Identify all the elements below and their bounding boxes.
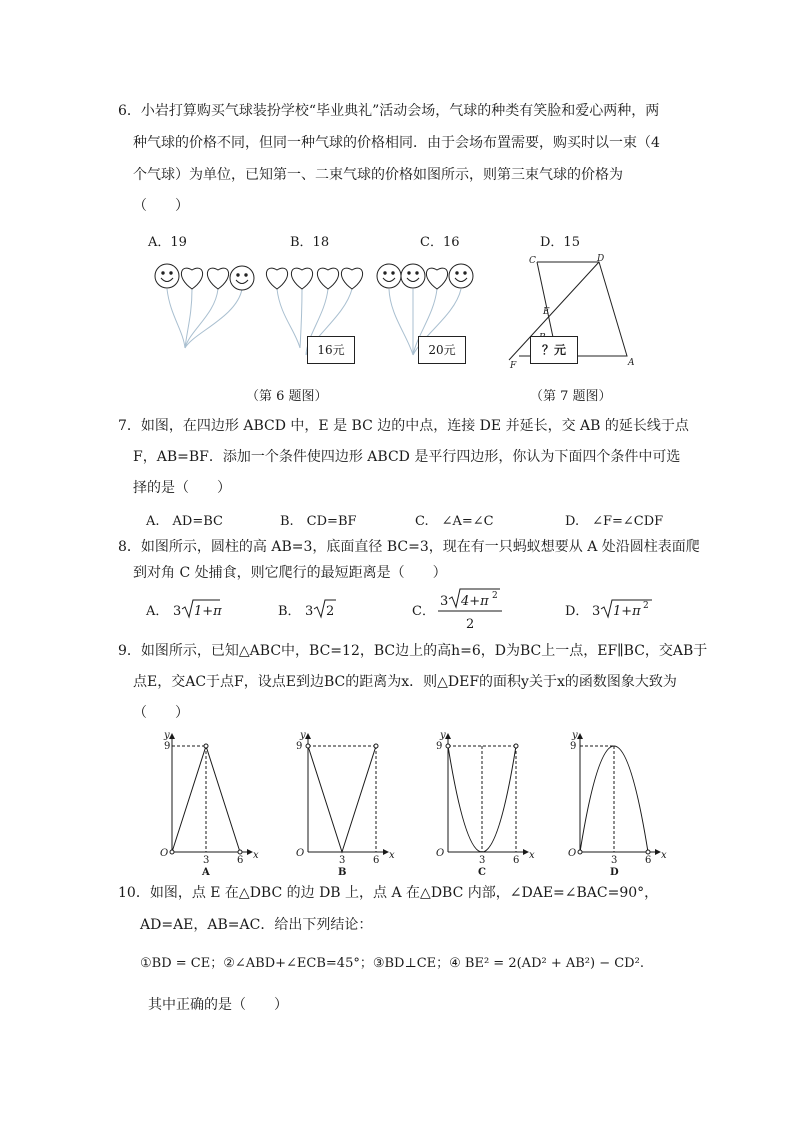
q7-option-c[interactable]: C. ∠A=∠C <box>415 514 494 529</box>
figure-7-caption: （第 7 题图） <box>530 389 612 404</box>
q8-option-d-letter[interactable]: D． <box>565 604 589 619</box>
q6-line-2: 种气球的价格不同，但同一种气球的价格相同．由于会场布置需要，购买时以一束（4 <box>133 135 660 151</box>
svg-text:9: 9 <box>296 741 303 752</box>
price-box-bunch-3: 20元 <box>418 336 466 364</box>
svg-text:O: O <box>436 848 445 859</box>
svg-text:9: 9 <box>164 741 171 752</box>
svg-text:x: x <box>253 850 259 861</box>
svg-text:y: y <box>164 730 170 741</box>
q9-line-1: 9．如图所示，已知△ABC中，BC=12，BC边上的高h=6，D为BC上一点，EF∥BC，交AB于 <box>118 643 708 659</box>
svg-text:9: 9 <box>570 741 577 752</box>
point-e-label: E <box>543 307 550 317</box>
q8-option-d-exponent: 2 <box>643 601 649 611</box>
svg-text:x: x <box>389 850 395 861</box>
q6-option-c[interactable]: C．16 <box>420 235 460 250</box>
point-c-label: C <box>529 256 536 266</box>
q8-option-c-exponent: 2 <box>492 591 498 601</box>
graph-d <box>568 730 667 878</box>
q8-option-c-denominator: 2 <box>466 617 475 632</box>
q8-option-a-radicand: 1+π <box>194 604 222 619</box>
heart-balloon <box>207 268 228 289</box>
smiley-balloon <box>449 264 473 288</box>
svg-text:y: y <box>300 730 306 741</box>
smiley-balloon <box>230 266 254 290</box>
q7-option-a[interactable]: A. AD=BC <box>146 514 223 529</box>
graph-b <box>296 730 395 878</box>
q8-options <box>140 585 680 637</box>
q8-option-d-coef: 3 <box>592 604 601 619</box>
q6-option-b[interactable]: B．18 <box>290 235 330 250</box>
q10-line-1: 10．如图，点 E 在△DBC 的边 DB 上，点 A 在△DBC 内部，∠DAE=∠BAC=90°， <box>118 885 659 901</box>
q7-option-b[interactable]: B. CD=BF <box>280 514 357 529</box>
smiley-balloon <box>377 264 401 288</box>
q8-line-1: 8．如图所示，圆柱的高 AB=3，底面直径 BC=3，现在有一只蚂蚁想要从 A 处沿圆柱表面爬 <box>118 539 700 555</box>
svg-text:6: 6 <box>645 855 652 866</box>
q6-line-3: 个气球）为单位，已知第一、二束气球的价格如图所示，则第三束气球的价格为 <box>133 167 623 183</box>
q8-option-b-radicand: 2 <box>326 604 335 619</box>
q8-line-2: 到对角 C 处捕食，则它爬行的最短距离是（ ） <box>133 565 447 581</box>
q6-line-1: 6．小岩打算购买气球装扮学校“毕业典礼”活动会场，气球的种类有笑脸和爱心两种，两 <box>118 103 660 119</box>
price-box-bunch-2: 16元 <box>307 336 355 364</box>
smiley-balloon <box>401 264 425 288</box>
svg-text:3: 3 <box>611 855 618 866</box>
heart-balloon <box>426 268 447 289</box>
svg-text:6: 6 <box>373 855 380 866</box>
svg-text:9: 9 <box>436 741 443 752</box>
point-a-label: A <box>628 358 635 368</box>
graph-c <box>436 730 535 878</box>
graph-c-label[interactable]: C <box>478 867 486 878</box>
svg-text:O: O <box>296 848 305 859</box>
heart-balloon <box>341 268 362 289</box>
q9-line-2: 点E，交AC于点F，设点E到边BC的距离为x．则△DEF的面积y关于x的函数图象大致为 <box>133 674 677 690</box>
q6-line-4: （ ） <box>133 198 189 214</box>
q10-line-4: 其中正确的是（ ） <box>148 997 288 1013</box>
q9-line-3: （ ） <box>133 705 189 721</box>
q6-option-d[interactable]: D．15 <box>540 235 580 250</box>
heart-balloon <box>181 268 202 289</box>
graph-d-label[interactable]: D <box>610 867 619 878</box>
point-f-label: F <box>510 361 517 370</box>
q7-line-2: F，AB=BF．添加一个条件使四边形 ABCD 是平行四边形，你认为下面四个条件中可选 <box>133 449 681 465</box>
graph-b-label[interactable]: B <box>338 867 347 878</box>
q7-line-3: 择的是（ ） <box>133 480 231 496</box>
q10-line-3: ①BD = CE；②∠ABD+∠ECB=45°；③BD⊥CE；④ BE² = 2(AD² + AB²) − CD². <box>140 956 644 971</box>
heart-balloon <box>291 268 312 289</box>
graph-a-label[interactable]: A <box>202 867 210 878</box>
svg-text:6: 6 <box>237 855 244 866</box>
svg-text:O: O <box>568 848 577 859</box>
q8-option-a-coef: 3 <box>173 604 182 619</box>
price-box-bunch-unknown: ？元 <box>530 336 578 364</box>
q9-graphs <box>150 728 680 880</box>
heart-balloon <box>317 268 338 289</box>
q8-option-c-letter[interactable]: C． <box>412 604 435 619</box>
svg-text:3: 3 <box>203 855 210 866</box>
svg-text:y: y <box>440 730 446 741</box>
svg-text:3: 3 <box>339 855 346 866</box>
figure-6-caption: （第 6 题图） <box>246 389 328 404</box>
q8-option-c-coef: 3 <box>440 594 449 609</box>
point-d-label: D <box>597 254 605 264</box>
q8-option-b-coef: 3 <box>305 604 314 619</box>
svg-text:3: 3 <box>479 855 486 866</box>
smiley-balloon <box>155 264 179 288</box>
svg-text:6: 6 <box>513 855 520 866</box>
q8-option-a-letter[interactable]: A． <box>146 604 169 619</box>
q8-option-c-radicand: 4+π <box>461 594 489 609</box>
graph-a <box>160 730 259 878</box>
svg-text:y: y <box>572 730 578 741</box>
q7-line-1: 7．如图，在四边形 ABCD 中，E 是 BC 边的中点，连接 DE 并延长，交 AB 的延长线于点 <box>118 418 689 434</box>
q8-option-b-letter[interactable]: B． <box>278 604 301 619</box>
svg-text:O: O <box>160 848 169 859</box>
q10-line-2: AD=AE，AB=AC．给出下列结论： <box>140 917 373 933</box>
q7-option-d[interactable]: D. ∠F=∠CDF <box>565 514 664 529</box>
svg-text:x: x <box>661 850 667 861</box>
q8-option-d-radicand: 1+π <box>613 604 641 619</box>
q6-option-a[interactable]: A．19 <box>148 235 187 250</box>
svg-text:x: x <box>529 850 535 861</box>
heart-balloon <box>266 268 287 289</box>
